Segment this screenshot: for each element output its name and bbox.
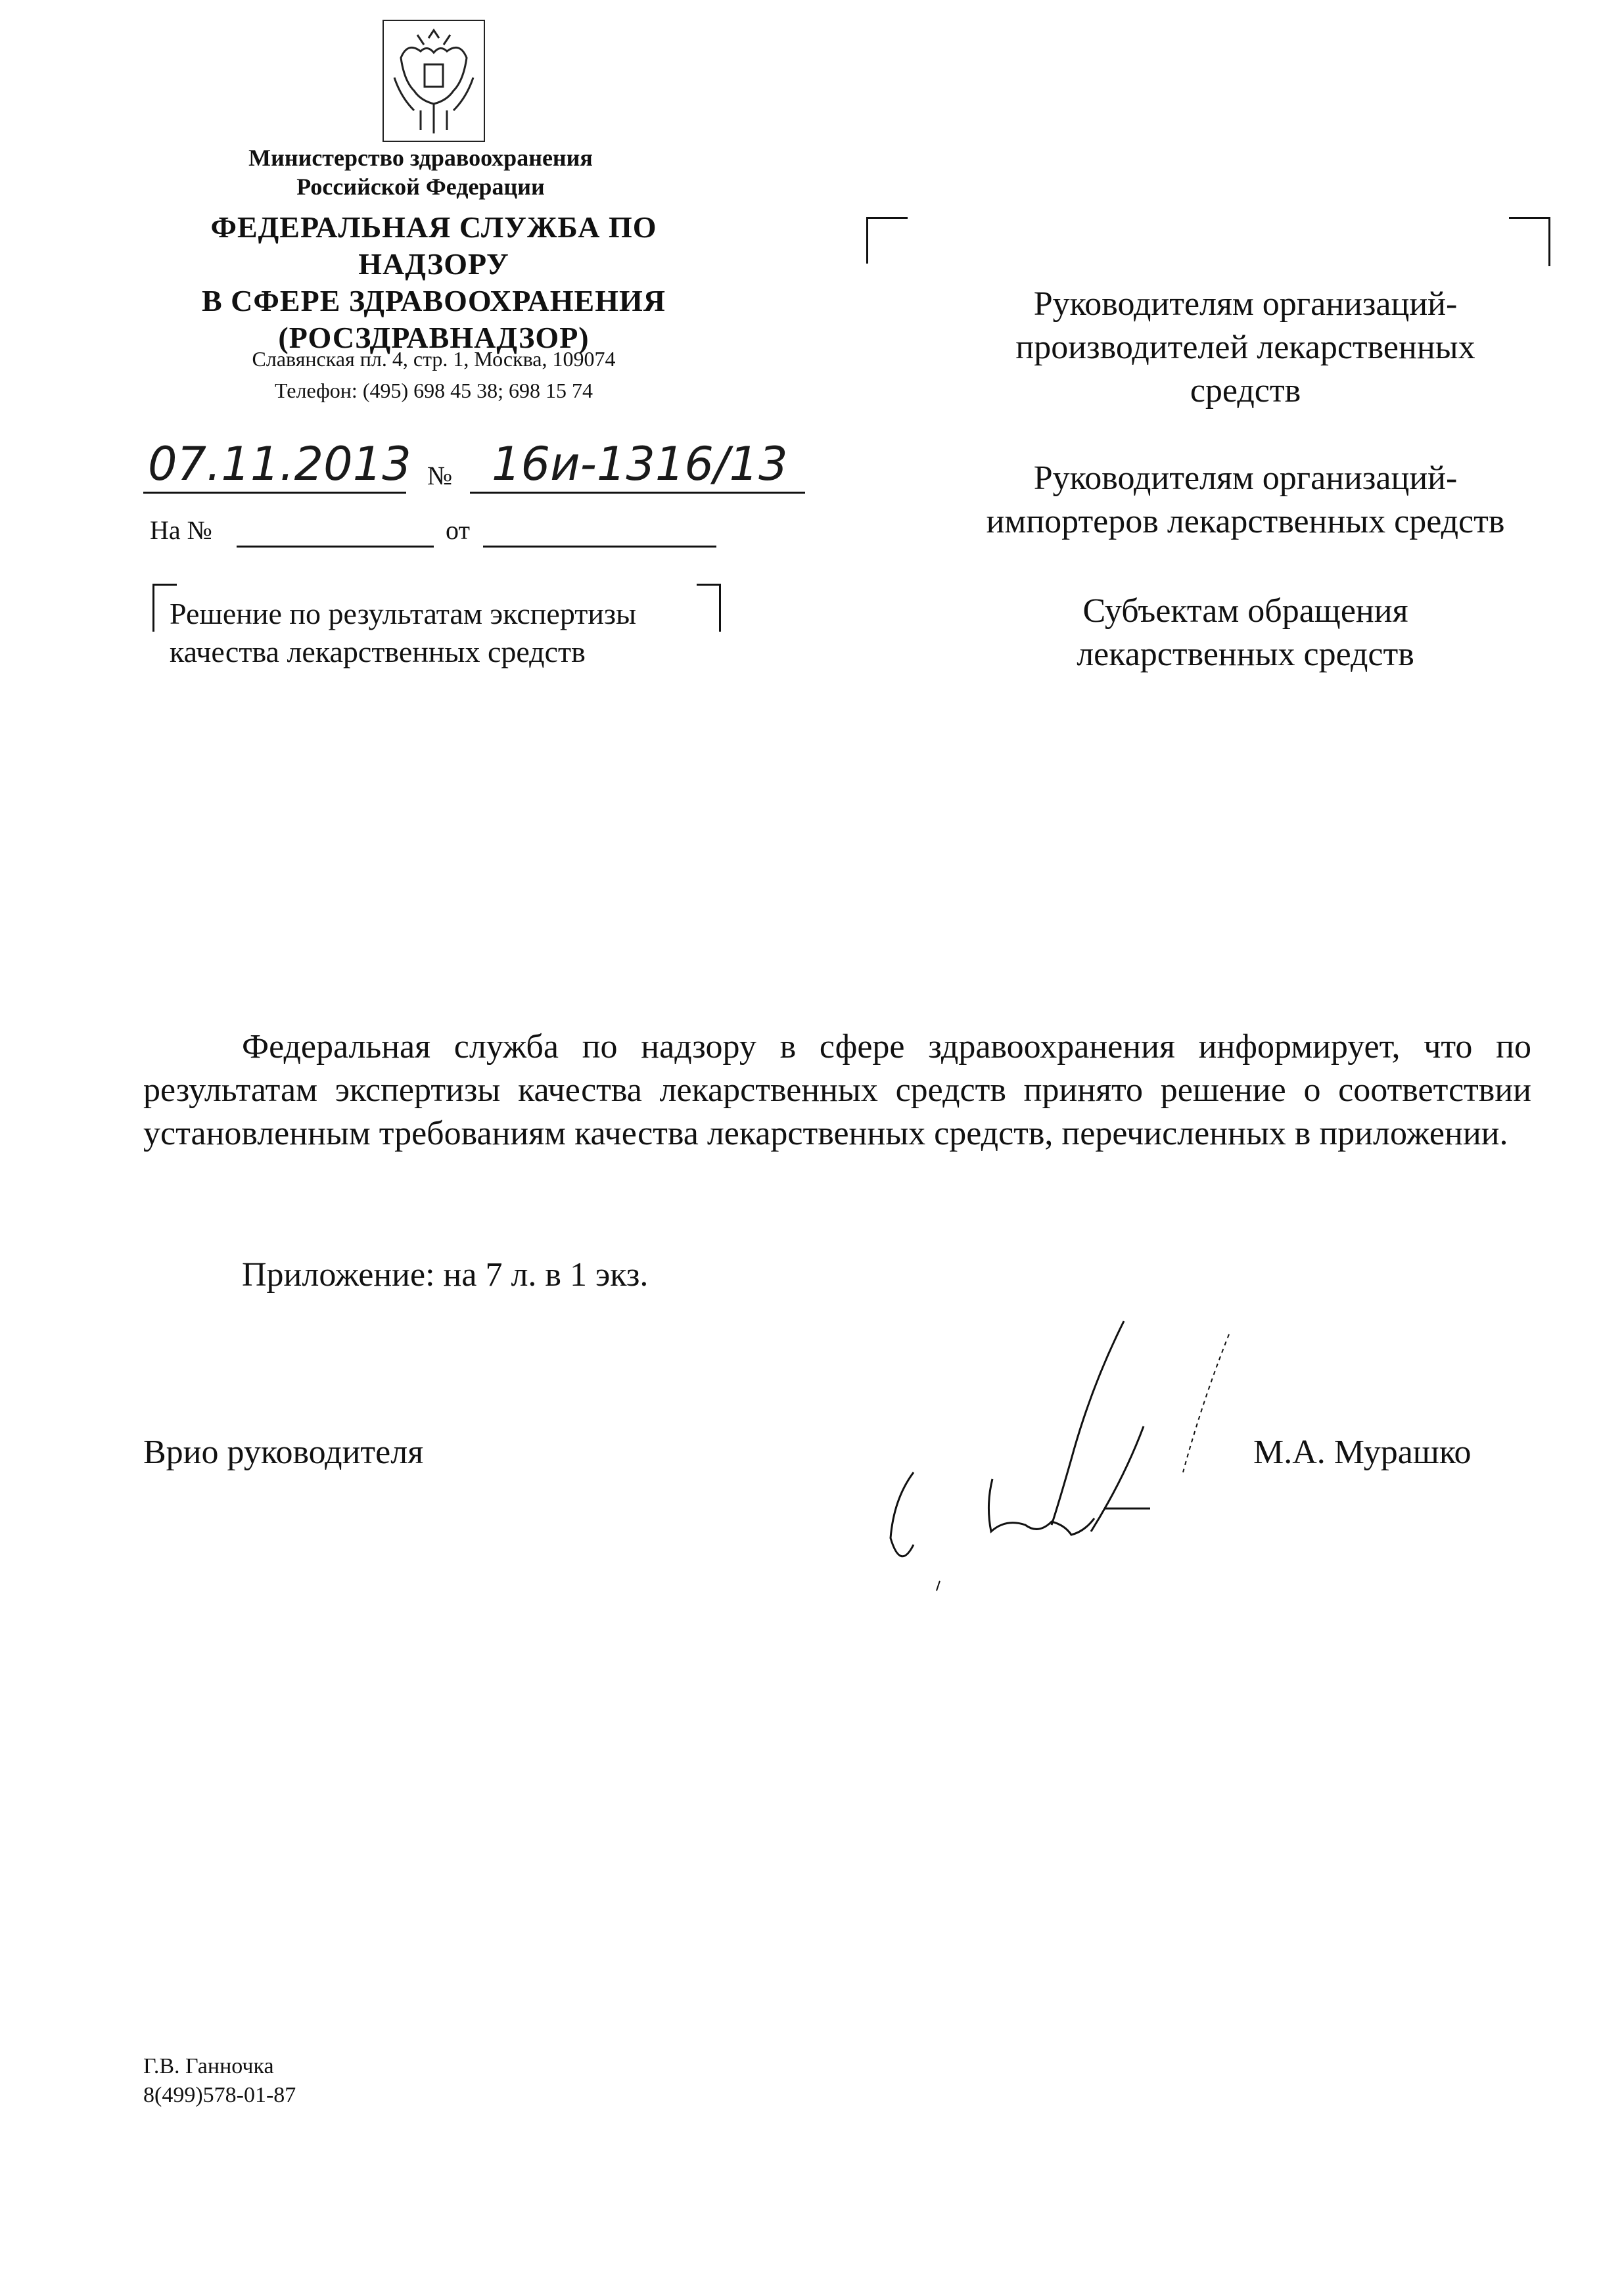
agency-address: [151, 343, 716, 406]
reply-label: На №: [150, 515, 212, 545]
phone-line: Телефон: (495) 698 45 38; 698 15 74: [274, 379, 593, 402]
date-underline: [143, 492, 406, 494]
recipient-block: Руководителям организаций- производителей лекарственных средств: [1015, 285, 1475, 409]
registration-number: 16и-1316/13: [492, 437, 788, 491]
number-underline: [470, 492, 805, 494]
executor-info: [143, 2052, 296, 2110]
executor-name: Г.В. Ганночка: [143, 2054, 274, 2078]
letter-body: [143, 1025, 1531, 1156]
subject-text: Решение по результатам экспертизы качества лекарственных средств: [170, 597, 637, 668]
reply-date-line: [483, 546, 716, 548]
double-headed-eagle-icon: [381, 18, 486, 143]
attachment-note: Приложение: на 7 л. в 1 экз.: [242, 1256, 649, 1294]
handwritten-signature: [874, 1308, 1301, 1604]
body-paragraph: Федеральная служба по надзору в сфере здравоохранения информирует, что по результатам экспертизы качества лекарственных средств принято решение о соответствии установленным требованиям качества лекарственных средств, перечисленных в приложении.: [143, 1028, 1531, 1152]
recipient-corner-right: [1509, 217, 1550, 266]
address-line: Славянская пл. 4, стр. 1, Москва, 109074: [252, 347, 616, 371]
coat-of-arms-emblem: [381, 18, 486, 143]
executor-phone: 8(499)578-01-87: [143, 2083, 296, 2107]
number-label: №: [427, 461, 453, 490]
from-label: от: [446, 515, 470, 545]
reply-number-line: [237, 546, 434, 548]
ministry-name: Министерство здравоохранения Российской Федерации: [248, 145, 593, 200]
recipient-block: Субъектам обращения лекарственных средств: [1077, 592, 1414, 673]
recipient-corner-left: [866, 217, 908, 264]
agency-name: ФЕДЕРАЛЬНАЯ СЛУЖБА ПО НАДЗОРУ В СФЕРЕ ЗДРАВООХРАНЕНИЯ (РОСЗДРАВНАДЗОР): [202, 210, 666, 354]
signatory-name: М.А. Мурашко: [1253, 1434, 1472, 1471]
signatory-position: Врио руководителя: [143, 1434, 424, 1471]
signature-scribble-icon: [874, 1308, 1301, 1604]
subject-corner-right: [697, 584, 721, 632]
recipient-block: Руководителям организаций- импортеров лекарственных средств: [986, 459, 1505, 540]
registration-date: 07.11.2013: [148, 437, 411, 491]
